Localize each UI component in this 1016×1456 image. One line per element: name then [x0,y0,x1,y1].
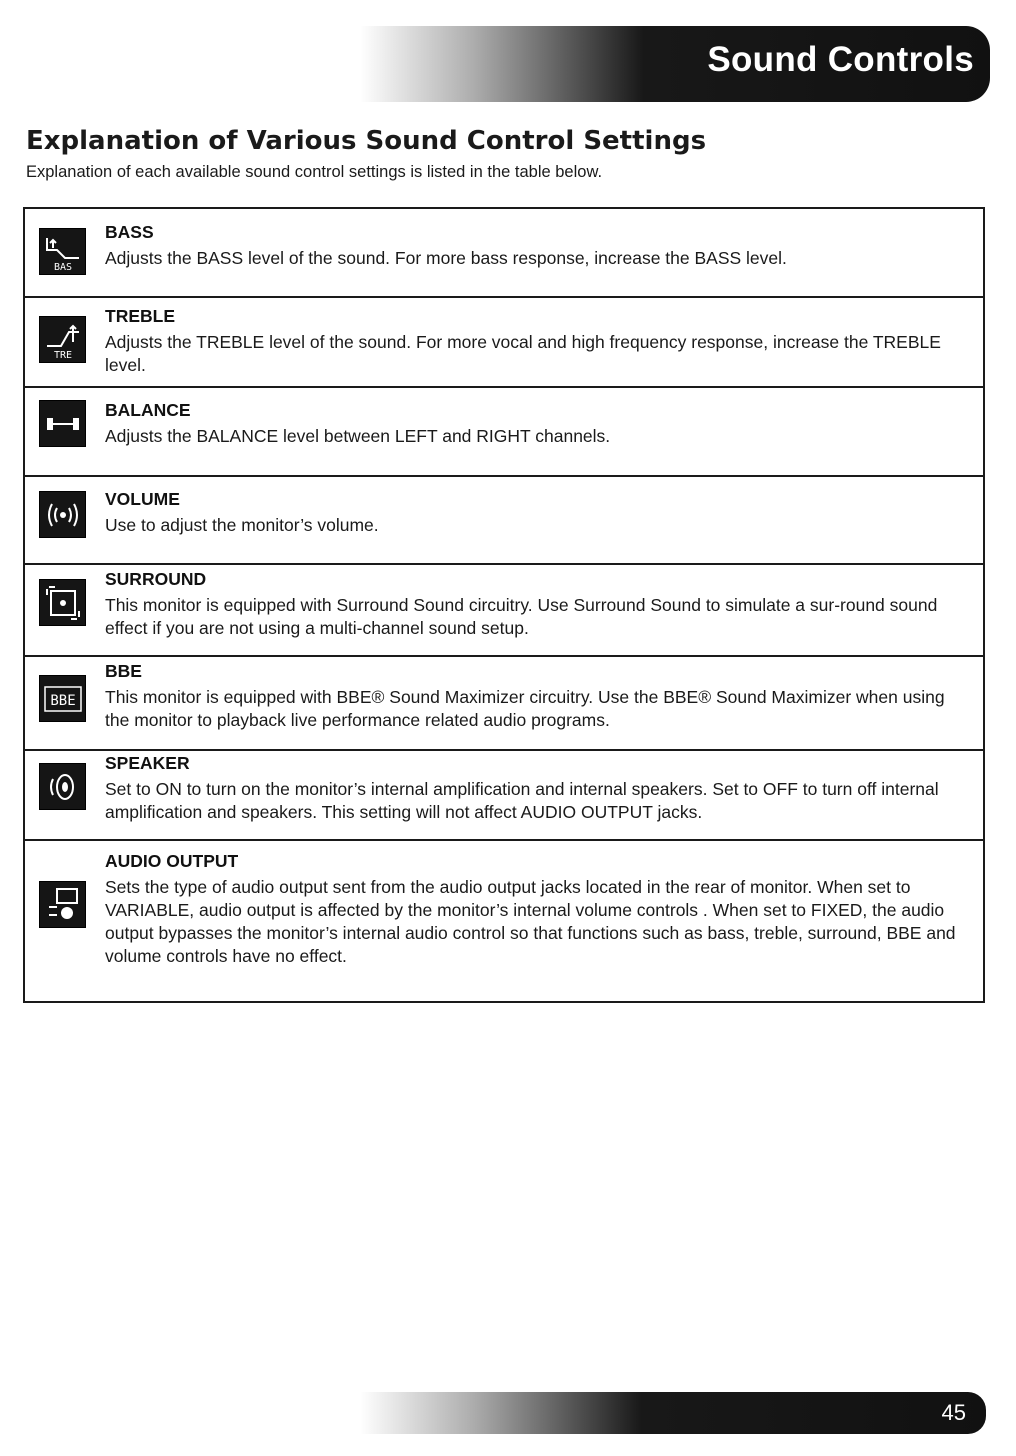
row-title: TREBLE [105,306,175,326]
table-row-treble [25,298,983,388]
row-title: AUDIO OUTPUT [105,851,239,871]
footer-banner [360,1392,986,1434]
treble-icon [39,316,86,363]
row-title: VOLUME [105,489,180,509]
row-description: Sets the type of audio output sent from the audio output jacks located in the rear of monitor. When set to VARIABLE, audio output is affected by the monitor’s internal volume controls . When set to FIXED, the audio output bypasses the monitor’s internal audio control so that functions such as bass, treble, surround, BBE and volume controls have no effect. [105,877,956,966]
bass-icon [39,228,86,275]
row-title: BALANCE [105,400,191,420]
row-description: Set to ON to turn on the monitor’s internal amplification and internal speakers. Set to OFF to turn off internal amplification and speakers. This setting will not affect AUDIO OUTPUT jacks. [105,779,939,822]
table-row-bass [25,209,983,298]
svg-text:BAS: BAS [53,261,72,272]
balance-icon [39,400,86,447]
row-title: BASS [105,222,154,242]
table-row-audio-output [25,841,983,1001]
row-description: Use to adjust the monitor’s volume. [105,515,379,535]
bbe-icon [39,675,86,722]
table-row-speaker [25,751,983,841]
row-description: This monitor is equipped with BBE® Sound Maximizer circuitry. Use the BBE® Sound Maximizer when using the monitor to playback live performance related audio programs. [105,687,945,730]
table-row-balance [25,388,983,477]
volume-icon [39,491,86,538]
section-heading: Explanation of Various Sound Control Settings [26,126,707,156]
row-title: SPEAKER [105,753,190,773]
svg-text:BBE: BBE [49,692,76,709]
section-intro: Explanation of each available sound control settings is listed in the table below. [26,163,603,181]
header-banner [360,26,990,102]
table-row-volume [25,477,983,565]
page-number: 45 [941,1400,966,1425]
svg-text:TRE: TRE [53,349,72,360]
page-title: Sound Controls [707,40,974,79]
row-title: BBE [105,661,142,681]
table-row-bbe [25,657,983,751]
row-description: Adjusts the BALANCE level between LEFT and RIGHT channels. [105,426,611,446]
table-row-surround [25,565,983,657]
row-description: Adjusts the BASS level of the sound. For more bass response, increase the BASS level. [105,248,787,268]
row-title: SURROUND [105,569,207,589]
sound-settings-table [23,207,985,1003]
surround-icon [39,579,86,626]
speaker-icon [39,763,86,810]
row-description: Adjusts the TREBLE level of the sound. For more vocal and high frequency response, increase the TREBLE level. [105,332,941,375]
row-description: This monitor is equipped with Surround Sound circuitry. Use Surround Sound to simulate a sur-round sound effect if you are not using a multi-channel sound setup. [105,595,938,638]
audio-output-icon [39,881,86,928]
